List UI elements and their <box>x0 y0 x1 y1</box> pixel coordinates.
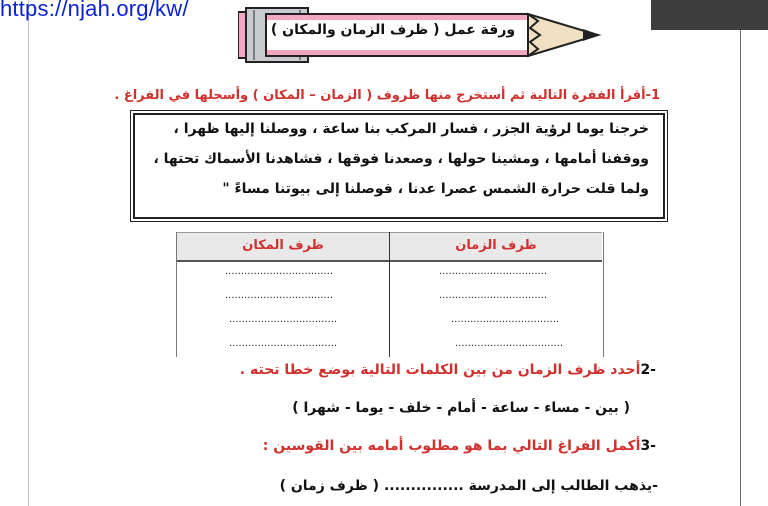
header-place: ظرف المكان <box>177 232 389 262</box>
question-2-text: أحدد ظرف الزمان من بين الكلمات التالية بوضع خطا تحته . <box>239 362 641 378</box>
time-blank-1[interactable]: .................................. <box>439 266 548 277</box>
worksheet-title: ورقة عمل ( ظرف الزمان والمكان ) <box>270 22 516 38</box>
question-3-instruction <box>263 438 656 454</box>
passage-line-2: ووقفنا أمامها ، ومشينا حولها ، وصعدنا فوقها ، فشاهدنا الأسماك تحتها ، <box>153 151 649 167</box>
dark-corner-block <box>651 0 768 30</box>
question-3-text: أكمل الفراغ التالي بما هو مطلوب أمامه بين القوسين : <box>262 438 641 454</box>
word-choices: ( بين - مساء - ساعة - أمام - خلف - يوما - شهرا ) <box>292 400 630 416</box>
header-time: ظرف الزمان <box>390 232 602 262</box>
page-right-edge <box>740 30 741 506</box>
passage-line-3: ولما قلت حرارة الشمس عصرا عدنا ، فوصلنا إلى بيوتنا مساءً " <box>222 181 649 197</box>
question-2-number: 2- <box>640 362 656 378</box>
time-blank-4[interactable]: .................................. <box>455 338 564 349</box>
page-left-edge <box>28 0 29 506</box>
question-3-number: 3- <box>640 438 656 454</box>
passage-line-1: خرجنا يوما لرؤية الجزر ، فسار المركب بنا ساعة ، ووصلنا إليها ظهرا ، <box>173 121 649 137</box>
table-divider <box>389 232 390 357</box>
answer-table <box>176 232 604 357</box>
watermark-url[interactable]: https://njah.org/kw/ <box>0 0 189 21</box>
time-blank-3[interactable]: .................................. <box>451 314 560 325</box>
time-blank-2[interactable]: .................................. <box>439 290 548 301</box>
place-blank-1[interactable]: .................................. <box>225 266 334 277</box>
question-2-instruction <box>240 362 656 378</box>
place-blank-4[interactable]: .................................. <box>229 338 338 349</box>
place-blank-2[interactable]: .................................. <box>225 290 334 301</box>
question-1-instruction: 1-أقرأ الفقرة التالية ثم أستخرج منها ظروف ( الزمان – المكان ) وأسجلها في الفراغ . <box>114 88 660 103</box>
place-blank-3[interactable]: .................................. <box>229 314 338 325</box>
passage-box <box>133 113 665 219</box>
fill-in-sentence: -يذهب الطالب إلى المدرسة ............... ( ظرف زمان ) <box>279 478 658 494</box>
